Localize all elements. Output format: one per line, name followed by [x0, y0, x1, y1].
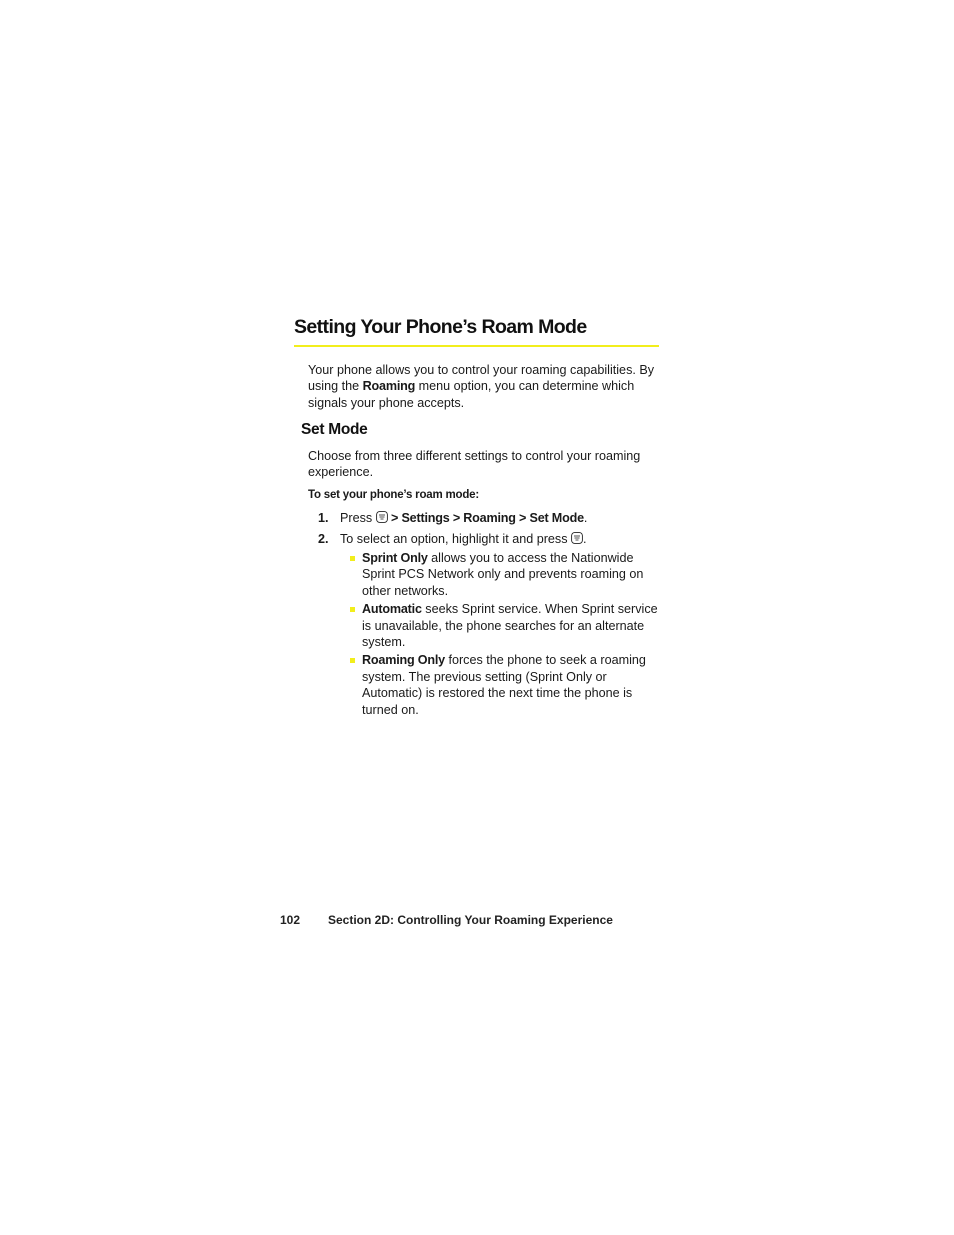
title-underline	[294, 345, 659, 347]
option-text: seeks Sprint service. When Sprint service is unavailable, the phone searches for an alternate system.	[362, 602, 658, 650]
section-heading-set-mode: Set Mode	[301, 421, 368, 438]
set-mode-description: Choose from three different settings to control your roaming experience.	[308, 449, 641, 480]
menu-ok-key-icon	[376, 511, 388, 523]
intro-bold-roaming: Roaming	[362, 379, 416, 394]
option-name: Sprint Only	[362, 551, 428, 565]
page-number: 102	[280, 913, 301, 927]
option-name: Automatic	[362, 602, 422, 617]
footer-section-title: Section 2D: Controlling Your Roaming Experience	[328, 913, 613, 927]
bullet-square-icon	[350, 556, 355, 561]
step-number: 1.	[318, 511, 329, 525]
procedure-label: To set your phone’s roam mode:	[308, 489, 479, 501]
option-automatic	[349, 601, 659, 650]
menu-ok-key-icon	[571, 532, 583, 544]
intro-text-1: Your phone allows you to control your roaming capabilities. By using the	[308, 363, 655, 394]
step-number: 2.	[318, 532, 329, 546]
step-end: .	[583, 511, 588, 525]
menu-path: > Settings > Roaming > Set Mode	[387, 511, 584, 525]
option-text: forces the phone to seek a roaming system. The previous setting (Sprint Only or Automatic) is restored the next time the phone is turned on.	[362, 653, 646, 717]
bullet-square-icon	[350, 658, 355, 663]
option-text: allows you to access the Nationwide Sprint PCS Network only and prevents roaming on other networks.	[362, 551, 644, 598]
step-text: To select an option, highlight it and press	[340, 532, 568, 546]
page-title: Setting Your Phone’s Roam Mode	[294, 316, 587, 338]
step-end: .	[583, 532, 587, 546]
intro-paragraph	[308, 362, 660, 411]
option-name: Roaming Only	[362, 653, 445, 668]
option-list	[349, 550, 659, 720]
step-2	[318, 531, 658, 547]
intro-text-2: menu option, you can determine which signals your phone accepts.	[308, 379, 635, 410]
option-sprint-only	[349, 550, 659, 599]
bullet-square-icon	[350, 607, 355, 612]
step-text: Press	[340, 511, 373, 525]
page-footer	[280, 913, 613, 927]
option-roaming-only	[349, 652, 659, 718]
step-1	[318, 510, 658, 526]
